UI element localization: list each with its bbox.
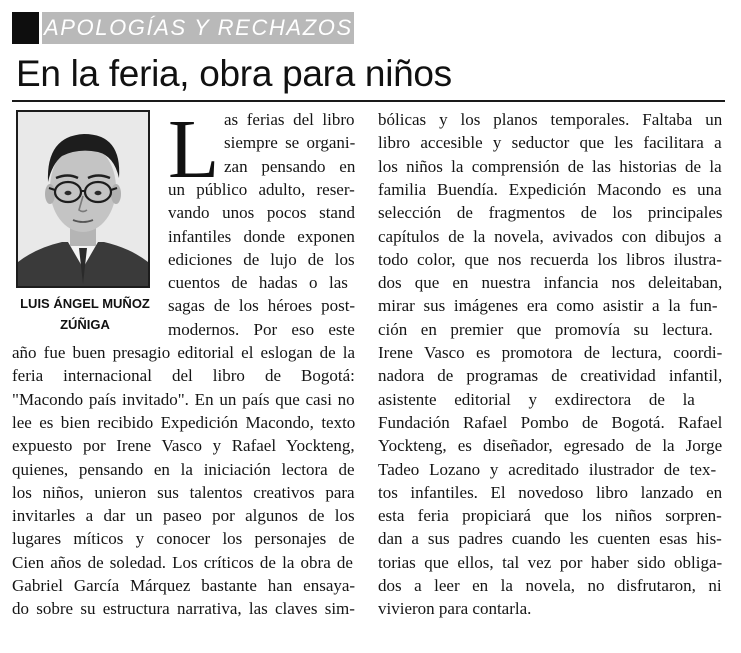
article-line: as ferias del libro: [224, 110, 355, 129]
article-line: Irene Vasco es promotora de lectura, coordi-: [378, 343, 722, 362]
article-line: todo color, que nos recuerda los libros ilustra-: [378, 249, 722, 269]
article-line: año fue buen presagio editorial el eslogan de la: [12, 343, 355, 362]
article-line: zan pensando en: [224, 156, 355, 176]
article-line: cuentos de hadas o las: [168, 273, 348, 293]
article-line: bólicas y los planos temporales. Faltaba un: [378, 110, 722, 129]
article-line: vando unos pocos stand: [168, 203, 355, 223]
article-line: familia Buendía. Expedición Macondo es una: [378, 179, 722, 199]
author-photo: [16, 110, 150, 288]
article-line: infantiles donde exponen: [168, 226, 355, 246]
article-line: mirar sus imágenes era como asistir a la fun-: [378, 296, 718, 316]
article-line: siempre se organi-: [224, 133, 355, 153]
article-line: capítulos de la novela, avivados con dibujos a: [378, 226, 722, 246]
article-line: dan a sus padres cuando les cuenten esas his-: [378, 529, 722, 549]
article-line: vivieron para contarla.: [378, 599, 532, 619]
article-line: dos que en nuestra infancia nos deleitaban,: [378, 273, 722, 293]
article-line: quienes, pensando en la iniciación lectora de: [12, 459, 355, 479]
author-portrait-icon: [18, 112, 148, 286]
article-line: ción en premier que promovía su lectura.: [378, 319, 713, 339]
article-line: feria internacional del libro de Bogotá:: [12, 366, 355, 386]
article-line: expuesto por Irene Vasco y Rafael Yockteng,: [12, 436, 355, 456]
section-header: [12, 12, 354, 44]
article-line: dos a leer en la novela, no disfrutaron, ni: [378, 576, 722, 595]
article-line: ediciones de lujo de los: [168, 249, 355, 269]
drop-cap: L: [168, 103, 220, 196]
article-line: Gabriel García Márquez bastante han ensaya-: [12, 576, 355, 595]
article-line: invitarles a dar un paseo por algunos de los: [12, 506, 355, 526]
article-line: los niños, unieron sus talentos creativos para: [12, 482, 355, 502]
headline-rule: [12, 100, 725, 102]
article-line: Fundación Rafael Pombo de Bogotá. Rafael: [378, 412, 722, 432]
headline: En la feria, obra para niños: [16, 53, 452, 94]
article-line: selección de fragmentos de los principales: [378, 203, 722, 223]
article-line: sagas de los héroes post-: [168, 296, 355, 316]
article-line: do sobre su estructura narrativa, las claves sim-: [12, 599, 355, 619]
section-marker-block: [12, 12, 39, 44]
article-line: nadora de programas de creatividad infantil,: [378, 366, 722, 386]
article-line: un público adulto, reser-: [168, 179, 355, 199]
article-line: "Macondo país invitado". En un país que casi no: [12, 389, 355, 409]
article-line: Tadeo Lozano y acreditado ilustrador de tex-: [378, 459, 717, 479]
article-line: torias que ellos, tal vez por haber sido obliga-: [378, 552, 722, 572]
article-line: modernos. Por eso este: [168, 319, 355, 339]
author-name-line-2: ZÚÑIGA: [60, 317, 110, 332]
article-line: Cien años de soledad. Los críticos de la obra de: [12, 552, 353, 572]
article-line: libro accesible y seductor que les facilitara a: [378, 133, 722, 153]
article-line: lugares míticos y conocer los personajes de: [12, 529, 355, 549]
article-line: los niños la comprensión de las historias de la: [378, 156, 722, 176]
author-name-line-1: LUIS ÁNGEL MUÑOZ: [20, 296, 150, 311]
section-label: APOLOGÍAS Y RECHAZOS: [44, 15, 353, 40]
article-line: tos infantiles. El novedoso libro lanzado en: [378, 482, 722, 502]
article-line: Yockteng, es diseñador, egresado de la Jorge: [378, 436, 722, 456]
article-line: esta feria propiciará que los niños sorpren-: [378, 506, 722, 526]
article-line: lee es bien recibido Expedición Macondo, texto: [12, 412, 355, 432]
article-line: asistente editorial y exdirectora de la: [378, 389, 695, 409]
